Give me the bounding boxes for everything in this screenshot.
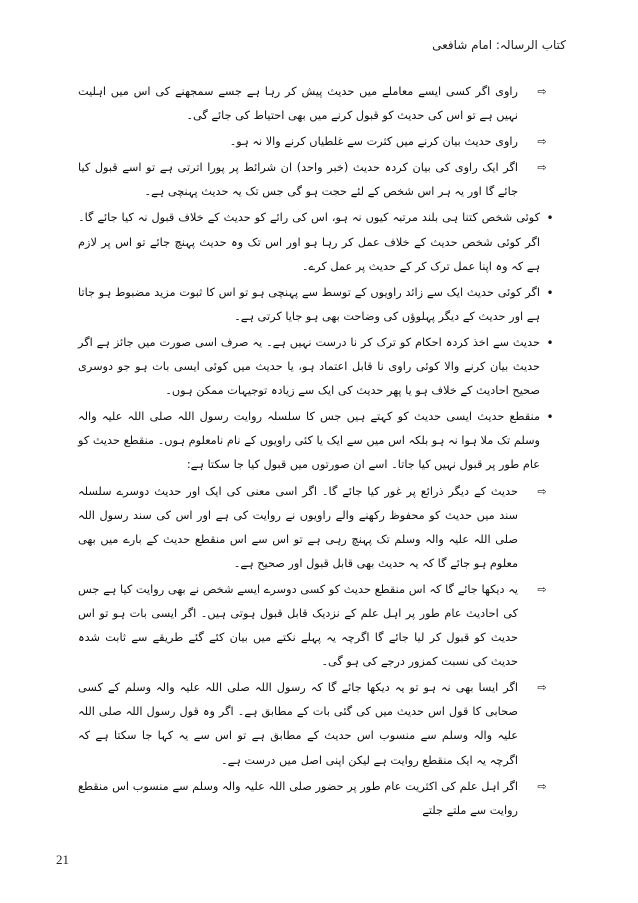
arrow-list-item	[78, 775, 564, 823]
paragraph-text: اگر اہل علم کی اکثریت عام طور پر حضور صلی اللہ علیہ والہ وسلم سے منسوب اس منقطع روایت سے ملتے جلتے	[78, 779, 518, 817]
arrow-list-item	[78, 480, 564, 576]
arrow-icon: ⇨	[537, 582, 547, 596]
arrow-list-item	[78, 130, 564, 154]
bullet-icon: •	[546, 211, 554, 226]
arrow-icon: ⇨	[537, 681, 547, 695]
bullet-list-item	[78, 206, 564, 278]
paragraph-text: اگر کوئی حدیث ایک سے زائد راویوں کے توسط سے پہنچی ہو تو اس کا ثبوت مزید مضبوط ہو جاتا ہے اور حدیث کے دیگر پہلوؤں کی وضاحت بھی ہو جایا کرتی ہے۔	[78, 285, 540, 323]
arrow-list-item	[78, 676, 564, 772]
paragraph-text: منقطع حدیث ایسی حدیث کو کہتے ہیں جس کا سلسلہ روایت رسول اللہ صلی اللہ علیہ والہ وسلم تک ملا ہوا نہ ہو بلکہ اس میں سے ایک یا کئی راویوں کے نام نامعلوم ہوں۔ منقطع حدیث کو عام طور پر قبول نہیں کیا جاتا۔ اسے ان صورتوں میں قبول کیا جا سکتا ہے:	[78, 410, 540, 472]
running-header: کتاب الرسالہ: امام شافعی	[432, 38, 566, 52]
paragraph-text: راوی حدیث بیان کرنے میں کثرت سے غلطیاں کرنے والا نہ ہو۔	[229, 135, 518, 149]
paragraph-text: اگر ایسا بھی نہ ہو تو یہ دیکھا جائے گا کہ رسول اللہ صلی اللہ علیہ والہ وسلم کے کسی صحابی کا قول اس حدیث میں کی گئی بات کے مطابق ہے۔ اگر وہ قول رسول اللہ صلی اللہ علیہ والہ وسلم سے منسوب اس حدیث کے مطابق ہے تو اس سے یہ کہا جا سکتا ہے کہ اگرچہ یہ ایک منقطع روایت ہے لیکن اپنی اصل میں درست ہے۔	[78, 681, 518, 767]
arrow-icon: ⇨	[537, 484, 547, 498]
arrow-icon: ⇨	[537, 85, 547, 98]
paragraph-text: حدیث سے اخذ کردہ احکام کو ترک کر نا درست نہیں ہے۔ یہ صرف اسی صورت میں جائز ہے اگر حدیث بیان کرنے والا کوئی راوی نا قابل اعتماد ہو، یا حدیث میں کوئی ایسی بات ہو جو دوسری صحیح احادیث کے خلاف ہو یا پھر حدیث کی ایک سے زیادہ توجیہات ممکن ہوں۔	[78, 335, 540, 398]
bullet-icon: •	[546, 285, 554, 300]
arrow-list-item	[78, 80, 564, 128]
bullet-icon: •	[546, 335, 554, 350]
paragraph-text: راوی اگر کسی ایسے معاملے میں حدیث پیش کر رہا ہے جسے سمجھنے کی اس میں اہلیت نہیں ہے تو اس کی حدیث کو قبول کرنے میں بھی احتیاط کی جائے گی۔	[78, 85, 518, 123]
arrow-list-item	[78, 578, 564, 674]
arrow-icon: ⇨	[537, 135, 547, 149]
page-number: 21	[56, 852, 69, 867]
bullet-list-item	[78, 331, 564, 403]
arrow-icon: ⇨	[537, 779, 547, 793]
bullet-icon: •	[546, 410, 554, 425]
paragraph-text: حدیث کے دیگر ذرائع پر غور کیا جائے گا۔ اگر اسی معنی کی ایک اور حدیث دوسرے سلسلہ سند میں حدیث کو محفوظ رکھنے والے راویوں نے روایت کی ہے اور اس کی سند رسول اللہ صلی اللہ علیہ والہ وسلم تک پہنچ رہی ہے تو اس سے اس منقطع حدیث کے بارے میں بھی معلوم ہو جائے گا کہ یہ حدیث بھی قابل قبول اور صحیح ہے۔	[78, 484, 518, 570]
bullet-list-item	[78, 405, 564, 477]
page-body	[78, 80, 564, 825]
bullet-list-item	[78, 281, 564, 329]
paragraph-text: کوئی شخص کتنا ہی بلند مرتبہ کیوں نہ ہو، اس کی رائے کو حدیث کے خلاف قبول نہ کیا جائے گا۔ اگر کوئی شخص حدیث کے خلاف عمل کر رہا ہو اور اس تک وہ حدیث پہنچ جائے تو اس پر لازم ہے کہ وہ اپنا عمل ترک کر کے حدیث پر عمل کرے۔	[78, 211, 540, 273]
paragraph-text: یہ دیکھا جائے گا کہ اس منقطع حدیث کو کسی دوسرے ایسے شخص نے بھی روایت کیا ہے جس کی احادیث عام طور پر اہل علم کے نزدیک قابل قبول ہوتی ہیں۔ اگر ایسی بات ہو تو اس حدیث کو قبول کر لیا جائے گا اگرچہ یہ پہلے نکتے میں بیان کئے گئے طریقے سے ثابت شدہ حدیث کی نسبت کمزور درجے کی ہو گی۔	[78, 582, 518, 669]
paragraph-text: اگر ایک راوی کی بیان کردہ حدیث (خبر واحد) ان شرائط پر پورا اترتی ہے تو اسے قبول کیا جائے گا اور یہ ہر اس شخص کے لئے حجت ہو گی جس تک یہ حدیث پہنچی ہے۔	[78, 161, 518, 199]
arrow-icon: ⇨	[537, 161, 547, 175]
arrow-list-item	[78, 156, 564, 204]
